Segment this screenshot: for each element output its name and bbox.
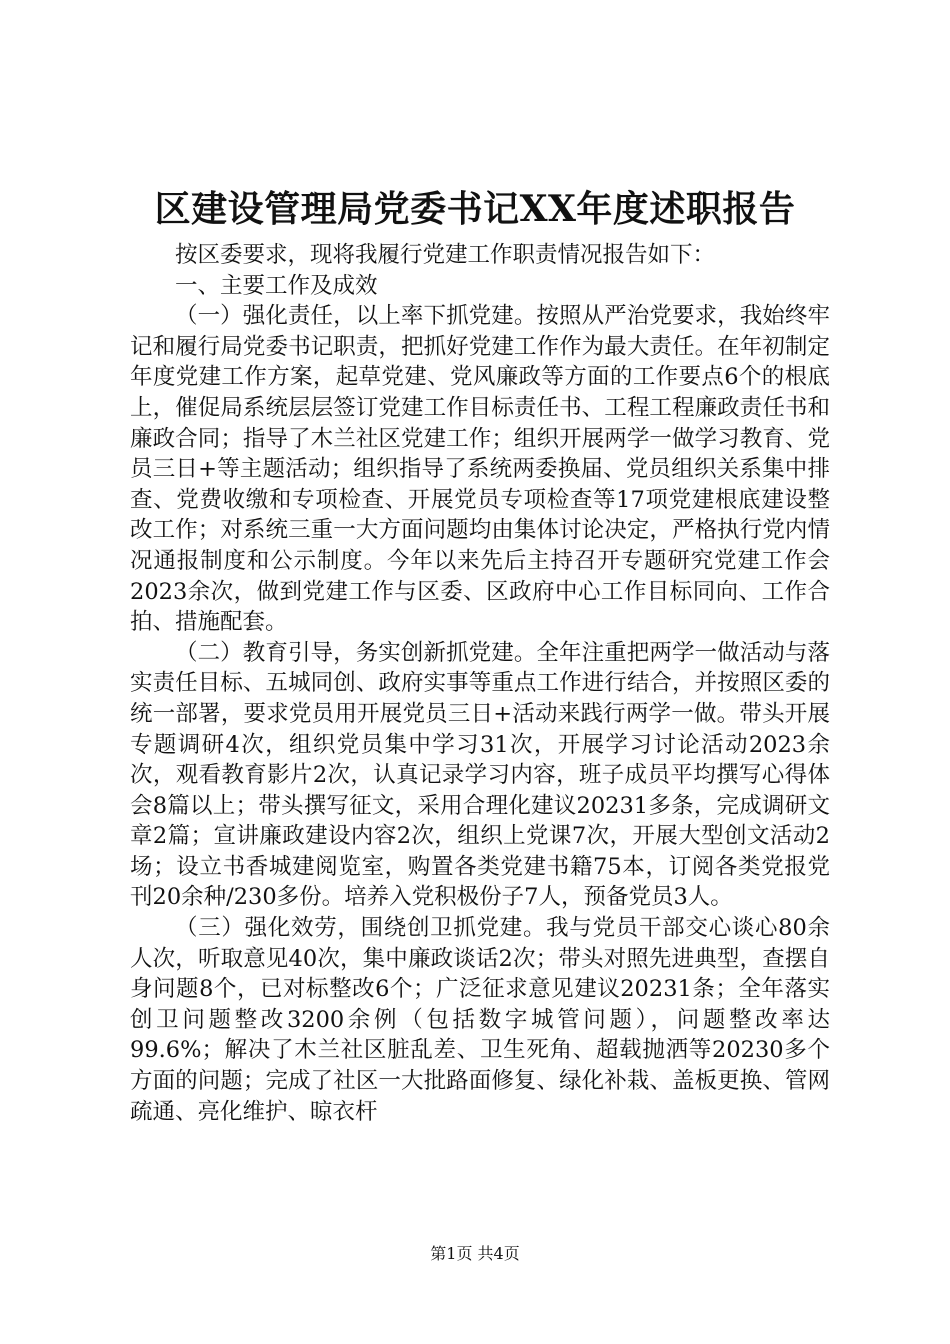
page-indicator: 第1页 共4页 <box>430 1244 520 1263</box>
paragraph-2: （二）教育引导，务实创新抓党建。全年注重把两学一做活动与落实责任目标、五城同创、政府实事等重点工作进行结合，并按照区委的统一部署，要求党员用开展党员三日+活动来践行两学一做。带头开展专题调研4次，组织党员集中学习31次，开展学习讨论活动2023余次，观看教育影片2次，认真记录学习内容，班子成员平均撰写心得体会8篇以上；带头撰写征文，采用合理化建议20231多条，完成调研文章2篇；宣讲廉政建设内容2次，组织上党课7次，开展大型创文活动2场；设立书香城建阅览室，购置各类党建书籍75本，订阅各类党报党刊20余种/230多份。培养入党积极份子7人，预备党员3人。 <box>130 639 830 911</box>
paragraph-3: （三）强化效劳，围绕创卫抓党建。我与党员干部交心谈心80余人次，听取意见40次，集中廉政谈话2次；带头对照先进典型，查摆自身问题8个，已对标整改6个；广泛征求意见建议20231条；全年落实创卫问题整改3200余例（包括数字城管问题），问题整改率达99.6%；解决了木兰社区脏乱差、卫生死角、超载抛洒等20230多个方面的问题；完成了社区一大批路面修复、绿化补栽、盖板更换、管网疏通、亮化维护、晾衣杆 <box>130 915 830 1125</box>
section-heading: 一、主要工作及成效 <box>175 272 378 299</box>
document-body <box>130 240 830 1127</box>
intro-paragraph: 按区委要求，现将我履行党建工作职责情况报告如下： <box>175 242 716 268</box>
document-title: 区建设管理局党委书记XX年度述职报告 <box>154 188 796 230</box>
paragraph-1: （一）强化责任，以上率下抓党建。按照从严治党要求，我始终牢记和履行局党委书记职责，把抓好党建工作作为最大责任。在年初制定年度党建工作方案，起草党建、党风廉政等方面的工作要点6个的根底上，催促局系统层层签订党建工作目标责任书、工程工程廉政责任书和廉政合同；指导了木兰社区党建工作；组织开展两学一做学习教育、党员三日+等主题活动；组织指导了系统两委换届、党员组织关系集中排查、党费收缴和专项检查、开展党员专项检查等17项党建根底建设整改工作；对系统三重一大方面问题均由集体讨论决定，严格执行党内情况通报制度和公示制度。今年以来先后主持召开专题研究党建工作会2023余次，做到党建工作与区委、区政府中心工作目标同向、工作合拍、措施配套。 <box>130 303 830 636</box>
